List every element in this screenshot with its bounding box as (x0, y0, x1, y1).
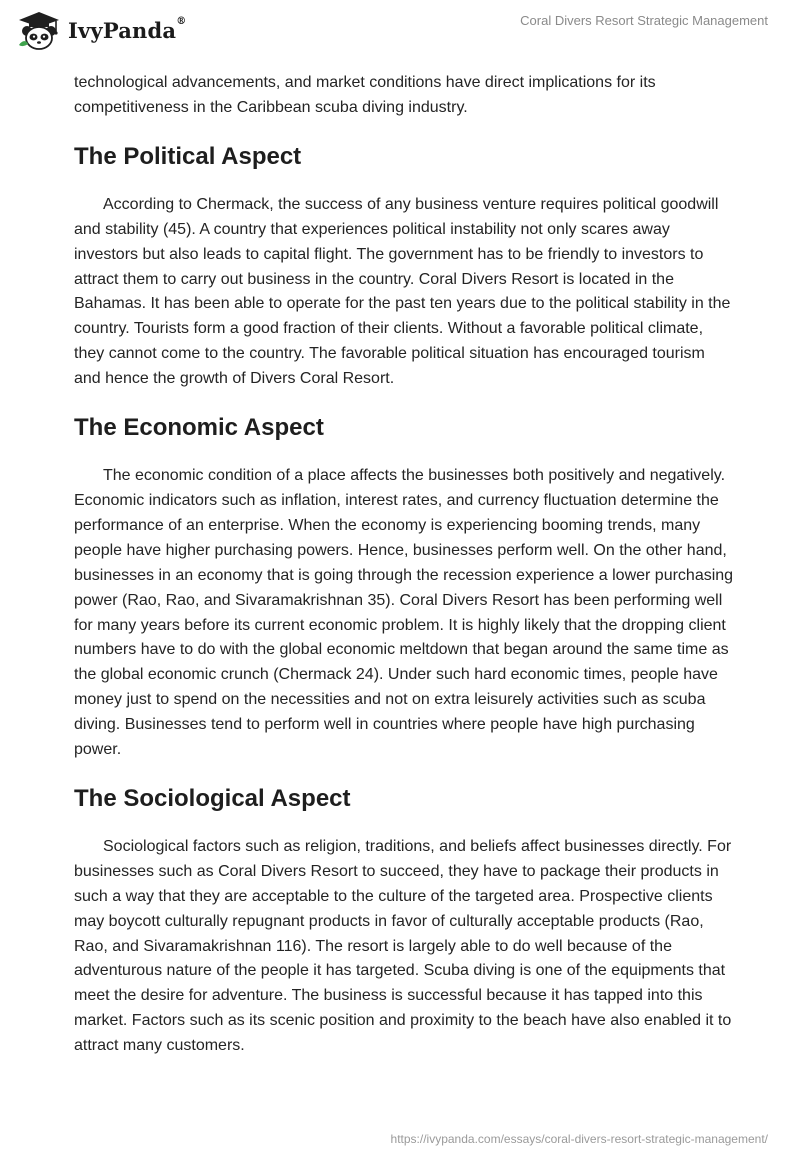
ivypanda-logo[interactable] (16, 10, 186, 50)
section-body-political: According to Chermack, the success of any business venture requires political goodwill and stability (45). A country that experiences political instability not only scares away investors but also leads to capital flight. The government has to be friendly to investors to attract them to carry out business in the country. Coral Divers Resort is located in the Bahamas. It has been able to operate for the past ten years due to the political stability in the country. Tourists form a good fraction of their clients. Without a favorable political climate, they cannot come to the country. The favorable political situation has encouraged tourism and hence the growth of Divers Coral Resort. (74, 195, 731, 388)
section-body-economic: The economic condition of a place affects the businesses both positively and negatively. Economic indicators such as inflation, interest rates, and currency fluctuation determine the performance of an enterprise. When the economy is experiencing booming trends, many people have higher purchasing powers. Hence, businesses perform well. On the other hand, businesses in an economy that is going through the recession experience a lower purchasing power (Rao, Rao, and Sivaramakrishnan 35). Coral Divers Resort has been performing well for many years before its current economic problem. It is highly likely that the dropping client numbers have to do with the global economic meltdown that began around the same time as the global economic crunch (Chermack 24). Under such hard economic times, people have money just to spend on the necessities and not on extra leisurely activities such as scuba diving. Businesses tend to perform well in countries where people have high purchasing power. (74, 467, 734, 759)
source-url-link[interactable]: https://ivypanda.com/essays/coral-divers-resort-strategic-management/ (390, 1132, 768, 1146)
section-heading-sociological: The Sociological Aspect (74, 784, 351, 812)
page-header (0, 0, 800, 60)
logo-wordmark: IvyPanda® (68, 15, 187, 43)
section-heading-economic: The Economic Aspect (74, 414, 324, 442)
document-title: Coral Divers Resort Strategic Management (520, 13, 768, 28)
essay-content (74, 71, 734, 1059)
registered-mark: ® (176, 15, 187, 27)
section-heading-political: The Political Aspect (74, 142, 302, 170)
section-body-sociological: Sociological factors such as religion, traditions, and beliefs affect businesses directly. For businesses such as Coral Divers Resort to succeed, they have to package their products in such a way that they are acceptable to the culture of the targeted area. Prospective clients may boycott culturally repugnant products in favor of culturally acceptable products (Rao, Rao, and Sivaramakrishnan 116). The resort is largely able to do well because of the adventurous nature of the people it has targeted. Scuba diving is one of the equipments that meet the desire for adventure. The business is successful because it has tapped into this market. Factors such as its scenic position and proximity to the beach have also enabled it to attract many customers. (74, 837, 732, 1055)
intro-paragraph: technological advancements, and market conditions have direct implications for its competitiveness in the Caribbean scuba diving industry. (74, 74, 656, 116)
panda-graduate-icon (16, 10, 62, 50)
